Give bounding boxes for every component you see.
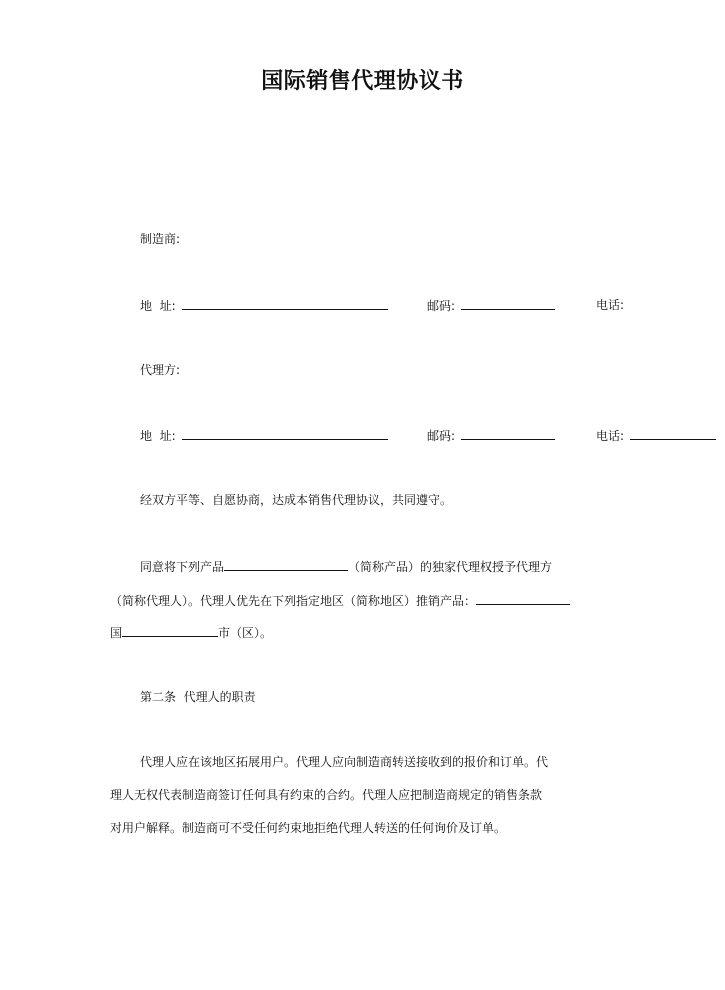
address-label: 地 址: <box>140 299 176 313</box>
manufacturer-postcode-field <box>427 297 555 314</box>
postcode-label: 邮码: <box>427 429 456 443</box>
agent-postcode-blank[interactable] <box>461 427 555 440</box>
phone-label: 电话: <box>596 429 625 443</box>
product-blank[interactable] <box>224 558 348 571</box>
article2-line3: 对用户解释。制造商可不受任何约束地拒绝代理人转送的任何询价及订单。 <box>110 821 507 835</box>
agent-phone-blank[interactable] <box>630 427 716 440</box>
article2-line2: 理人无权代表制造商签订任何具有约束的合约。代理人应把制造商规定的销售条款 <box>110 788 543 802</box>
article2-line1: 代理人应在该地区拓展用户。代理人应向制造商转送接收到的报价和订单。代 <box>140 755 549 769</box>
clause1-line1-end: （简称产品）的独家代理权授予代理方 <box>348 560 553 574</box>
agent-address-field <box>140 427 388 444</box>
agent-phone-field <box>596 427 716 444</box>
clause1-line1 <box>140 558 552 575</box>
manufacturer-phone-field <box>596 297 624 313</box>
manufacturer-address-field <box>140 297 388 314</box>
region-blank[interactable] <box>476 592 570 605</box>
clause1-line2-text: （简称代理人）。代理人优先在下列指定地区（简称地区）推销产品： <box>110 594 477 608</box>
manufacturer-address-blank[interactable] <box>182 297 388 310</box>
clause1-line3 <box>110 624 272 641</box>
manufacturer-postcode-blank[interactable] <box>461 297 555 310</box>
country-label: 国 <box>110 626 123 640</box>
phone-label: 电话: <box>596 298 625 312</box>
clause1-line2 <box>110 592 570 609</box>
agent-address-blank[interactable] <box>182 427 388 440</box>
manufacturer-label: 制造商: <box>140 232 181 246</box>
address-label: 地 址: <box>140 429 176 443</box>
agent-postcode-field <box>427 427 555 444</box>
document-title: 国际销售代理协议书 <box>261 69 464 94</box>
clause1-line1-start: 同意将下列产品 <box>140 560 225 574</box>
country-blank[interactable] <box>122 624 218 637</box>
intro-paragraph: 经双方平等、自愿协商，达成本销售代理协议，共同遵守。 <box>140 493 453 507</box>
city-label: 市（区）。 <box>218 626 273 640</box>
agent-label: 代理方: <box>140 363 181 377</box>
postcode-label: 邮码: <box>427 299 456 313</box>
article2-heading: 第二条 代理人的职责 <box>140 690 256 704</box>
